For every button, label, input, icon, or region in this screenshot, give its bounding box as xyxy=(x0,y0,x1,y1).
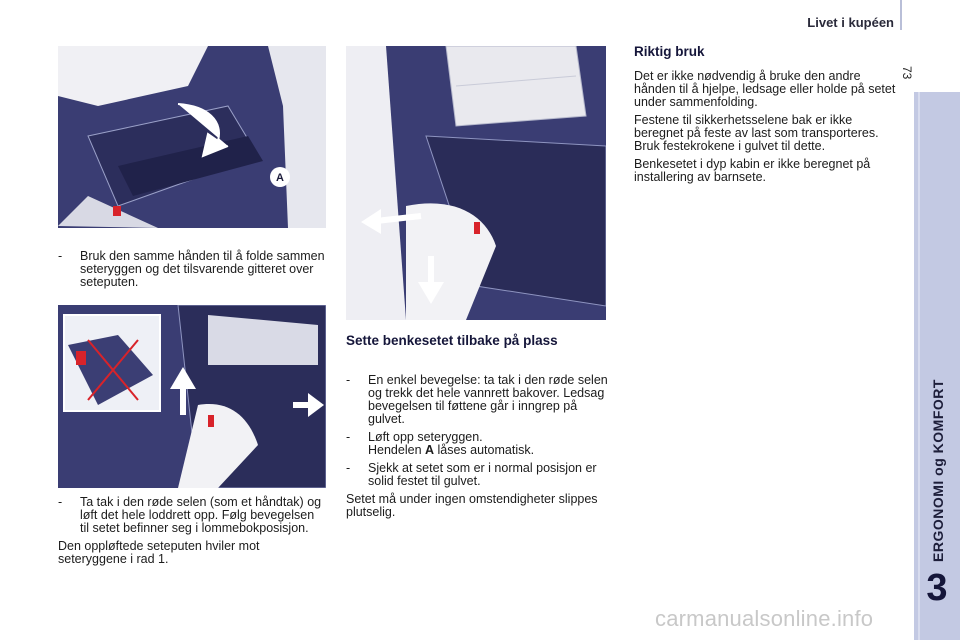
paragraph-cushion-rest: Den oppløftede seteputen hviler mot seteryggene i rad 1. xyxy=(58,539,260,566)
bullet-line-2-pre: Hendelen xyxy=(368,443,425,457)
bullet-check-secure xyxy=(346,462,608,488)
paragraph-never-drop: Setet må under ingen omstendigheter slippes plutselig. xyxy=(346,492,598,519)
illustration-lift-seat xyxy=(58,305,326,488)
chapter-number: 3 xyxy=(926,567,948,609)
heading-correct-use: Riktig bruk xyxy=(634,44,705,59)
bullet-simple-move xyxy=(346,374,608,426)
bullet-fold-hand xyxy=(58,250,326,289)
bullet-text: En enkel bevegelse: ta tak i den røde selen og trekk det hele vannrett bakover. Ledsag bevegelsen til føttene går i inngrep på gulvet. xyxy=(368,373,608,426)
lever-a-bold: A xyxy=(425,443,435,457)
illustration-fold-seatback xyxy=(58,46,326,228)
bullet-raise-seatback xyxy=(346,431,608,457)
col3-text xyxy=(634,70,904,189)
paragraph-belt-anchors: Festene til sikkerhetsselene bak er ikke beregnet på feste av last som transporteres. Bruk festekrokene i gulvet til dette. xyxy=(634,113,879,153)
header-divider xyxy=(900,0,902,30)
bullet-dash: - xyxy=(346,430,351,444)
bullet-text xyxy=(368,431,608,457)
lift-seat-drawing xyxy=(58,305,326,488)
bullet-dash: - xyxy=(58,495,63,509)
bullet-dash: - xyxy=(346,461,351,475)
bullet-line-1: Løft opp seteryggen. xyxy=(368,430,483,444)
bullet-text: Ta tak i den røde selen (som et håndtak) og løft det hele loddrett opp. Følg bevegelsen til setet befinner seg i lommebokposisjon. xyxy=(80,495,322,535)
watermark-text: carmanualsonline.info xyxy=(655,606,874,631)
bullet-red-strap xyxy=(58,496,326,535)
side-tab-stripe xyxy=(918,92,920,640)
paragraph-no-second-hand: Det er ikke nødvendig å bruke den andre hånden til å hjelpe, ledsage eller holde på setet under sammenfolding. xyxy=(634,69,896,109)
bullet-dash: - xyxy=(58,249,63,263)
fold-seatback-drawing xyxy=(58,46,326,228)
paragraph-no-child-seat: Benkesetet i dyp kabin er ikke beregnet på installering av barnsete. xyxy=(634,157,871,184)
callout-a-label: A xyxy=(276,172,284,184)
bullet-dash: - xyxy=(346,373,351,387)
illustration-pull-seat-back xyxy=(346,46,606,320)
pull-seat-drawing xyxy=(346,46,606,320)
col2-text xyxy=(346,374,608,524)
col1-lower-text xyxy=(58,496,326,571)
bullet-text: Bruk den samme hånden til å folde sammen seteryggen og det tilsvarende gitteret over seteputen. xyxy=(80,249,325,289)
page-number: 73 xyxy=(900,66,914,80)
chapter-side-tab xyxy=(914,92,960,640)
page-header-title: Livet i kupéen xyxy=(807,15,894,30)
bullet-text: Sjekk at setet som er i normal posisjon er solid festet til gulvet. xyxy=(368,461,597,488)
bullet-line-2-post: låses automatisk. xyxy=(434,443,535,457)
col1-upper-text xyxy=(58,250,326,294)
chapter-label: ERGONOMI og KOMFORT xyxy=(930,379,946,562)
heading-reset-bench: Sette benkesetet tilbake på plass xyxy=(346,333,558,348)
